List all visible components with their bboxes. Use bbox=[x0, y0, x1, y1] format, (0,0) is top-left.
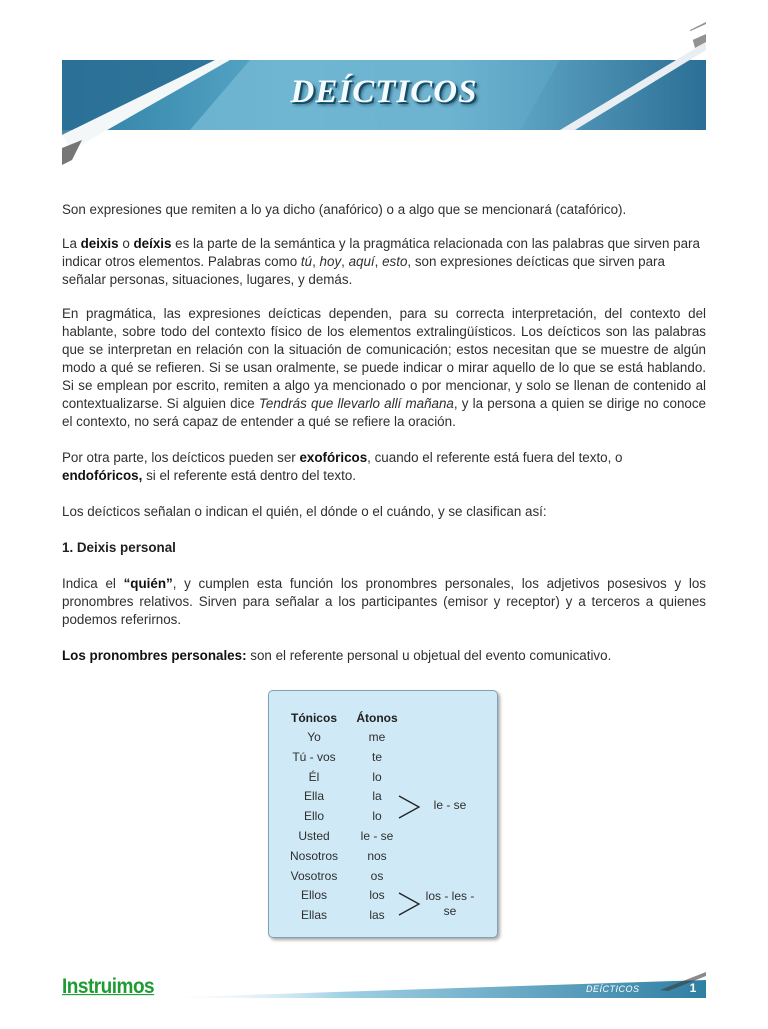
header-banner bbox=[0, 0, 768, 175]
text: , bbox=[312, 254, 320, 269]
table-cell: Nosotros bbox=[289, 848, 339, 863]
table-cell: Ella bbox=[303, 789, 324, 804]
text: es la parte de la semántica y la pragmática relacionada con las palabras que sirven para indicar otros elementos. Palabras como bbox=[62, 236, 700, 269]
table-cell: Ello bbox=[303, 809, 324, 824]
text: La bbox=[62, 236, 81, 251]
section-heading: 1. Deixis personal bbox=[62, 540, 176, 555]
term-pronombres: Los pronombres personales: bbox=[62, 648, 247, 663]
paragraph-foricos bbox=[62, 449, 706, 485]
text: , son expresiones deícticas que sirven para señalar personas, situaciones, lugares, y demás. bbox=[62, 254, 665, 287]
term-endoforicos: endofóricos, bbox=[62, 468, 143, 483]
text: En pragmática, las expresiones deícticas dependen, para su correcta interpretación, del contexto del hablante, sobre todo del contexto físico de los elementos extralingüísticos. Los deícticos son las palabras que se interpretan en relación con la situación de comunicación; estos necesitan que se muestre de algún modo a qué se refieren. Si se usan oralmente, se puede indicar o mirar aquello de lo que se está hablando. Si se emplean por escrito, remiten a algo ya mencionado o por mencionar, y solo se llenan de contenido al contextualizarse. Si alguien dice bbox=[62, 306, 706, 411]
table-cell: Ellos bbox=[300, 888, 327, 903]
pronoun-table bbox=[268, 690, 498, 938]
table-cell: la bbox=[372, 789, 382, 804]
table-cell: Él bbox=[308, 769, 320, 784]
page-number: 1 bbox=[689, 981, 697, 995]
term-deixis-alt: deíxis bbox=[133, 236, 172, 251]
table-cell: los bbox=[369, 888, 385, 903]
term-deixis: deixis bbox=[80, 236, 119, 251]
main-content bbox=[62, 201, 706, 665]
brand-logo: Instruimos bbox=[62, 975, 155, 999]
column-tonicos bbox=[284, 708, 344, 926]
table-cell: me bbox=[368, 730, 386, 744]
paragraph-pragmatica bbox=[62, 305, 706, 431]
example-word: tú bbox=[300, 254, 313, 269]
text: si el referente está dentro del texto. bbox=[142, 468, 356, 483]
text: , y cumplen esta función los pronombres personales, los adjetivos posesivos y los pronombres relativos. Sirven para señalar a los participantes (emisor y receptor) y a terceros a quienes podemos referirnos. bbox=[62, 576, 706, 627]
text: , cuando el referente está fuera del texto, o bbox=[367, 450, 623, 465]
group-label-line: los - les - bbox=[425, 889, 475, 903]
example-word: aquí bbox=[348, 254, 375, 269]
example-word: hoy bbox=[319, 254, 342, 269]
column-header: Tónicos bbox=[290, 711, 337, 725]
term-exoforicos: exofóricos bbox=[299, 450, 368, 465]
paragraph-intro: Son expresiones que remiten a lo ya dicho (anafórico) o a algo que se mencionará (catafórico). bbox=[62, 202, 627, 217]
table-cell: las bbox=[369, 908, 385, 923]
table-cell: Ellas bbox=[300, 908, 327, 923]
table-cell: Usted bbox=[298, 828, 330, 843]
table-cell: te bbox=[371, 749, 382, 764]
group-label-line: se bbox=[443, 904, 457, 918]
table-cell: os bbox=[370, 868, 384, 883]
group-label bbox=[419, 889, 481, 919]
paragraph-pronombres bbox=[62, 647, 706, 665]
paragraph-quien bbox=[62, 575, 706, 629]
table-cell: lo bbox=[372, 769, 382, 784]
table-cell: lo bbox=[372, 809, 382, 824]
table-cell: nos bbox=[367, 848, 387, 863]
text: son el referente personal u objetual del evento comunicativo. bbox=[246, 648, 612, 663]
example-word: esto bbox=[382, 254, 408, 269]
bracket-icon bbox=[397, 794, 423, 820]
text: Por otra parte, los deícticos pueden ser bbox=[62, 450, 300, 465]
text: , bbox=[374, 254, 383, 269]
page-title: DEÍCTICOS bbox=[290, 74, 478, 110]
text: , y la persona a quien se dirige no conoce el contexto, no será capaz de entender a qué se refiere la oración. bbox=[62, 396, 707, 429]
text: , bbox=[341, 254, 349, 269]
footer-label: DEÍCTICOS bbox=[586, 984, 640, 994]
text: Indica el bbox=[62, 576, 124, 591]
column-header: Átonos bbox=[356, 711, 398, 725]
term-quien: “quién” bbox=[123, 576, 173, 591]
example-sentence: Tendrás que llevarlo allí mañana bbox=[258, 396, 454, 411]
table-cell: le - se bbox=[360, 828, 394, 843]
text: o bbox=[118, 236, 134, 251]
paragraph-clasificacion: Los deícticos señalan o indican el quién, el dónde o el cuándo, y se clasifican así: bbox=[62, 504, 547, 519]
table-cell: Vosotros bbox=[290, 868, 338, 883]
group-label: le - se bbox=[433, 798, 467, 812]
table-cell: Yo bbox=[307, 730, 321, 744]
table-cell: Tú - vos bbox=[292, 749, 336, 764]
paragraph-deixis bbox=[62, 235, 706, 289]
